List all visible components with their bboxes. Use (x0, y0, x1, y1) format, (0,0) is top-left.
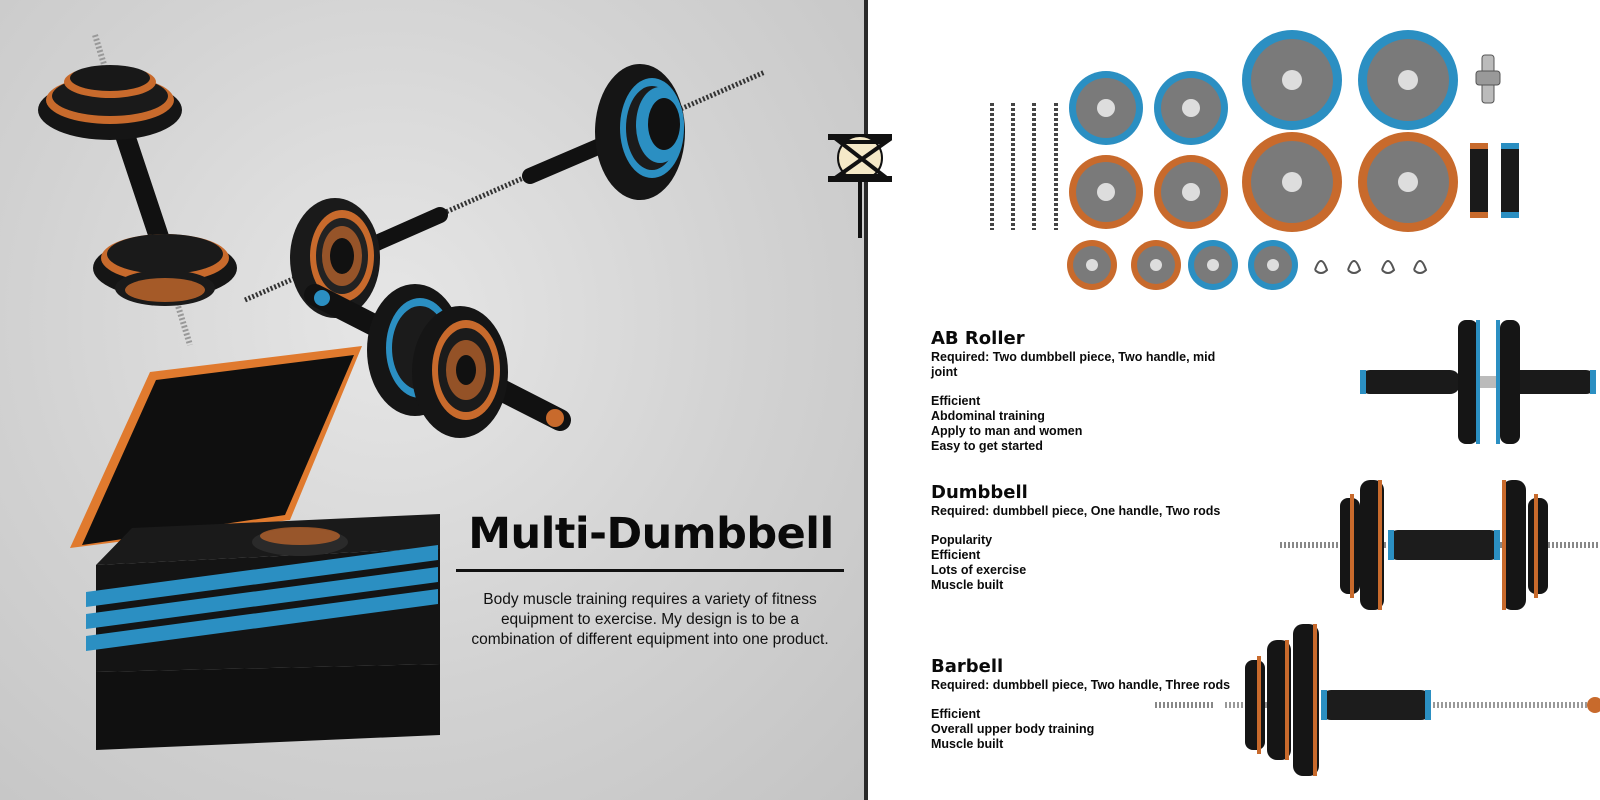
rods-group (992, 103, 1056, 230)
feature-item: Muscle built (931, 737, 1004, 751)
feature-item: Efficient (931, 707, 981, 721)
feature-item: Muscle built (931, 578, 1004, 592)
product-name: Barbell (931, 656, 1004, 677)
barbell-side-render (1155, 620, 1600, 780)
feature-item: Popularity (931, 533, 993, 547)
orange-plates-row (1069, 132, 1458, 232)
title-underline (456, 569, 844, 572)
z-monogram-icon (828, 132, 896, 242)
feature-item: Abdominal training (931, 409, 1045, 423)
barbell-render (245, 64, 765, 318)
dumbbell-render (38, 35, 237, 345)
ab-roller-side-render (1356, 318, 1600, 446)
parts-overview-illustration (980, 25, 1540, 295)
feature-item: Efficient (931, 548, 981, 562)
feature-item: Easy to get started (931, 439, 1043, 453)
clips-group (1315, 261, 1426, 273)
feature-list (931, 394, 1231, 454)
product-dumbbell (931, 482, 1231, 593)
feature-item: Efficient (931, 394, 981, 408)
dumbbell-side-render (1280, 470, 1600, 620)
feature-item: Apply to man and women (931, 424, 1083, 438)
product-requirements: Required: dumbbell piece, Two handle, Three rods (931, 678, 1231, 692)
feature-item: Overall upper body training (931, 722, 1095, 736)
product-requirements: Required: dumbbell piece, One handle, Two rods (931, 504, 1221, 518)
feature-item: Lots of exercise (931, 563, 1027, 577)
joint-and-handles (1470, 55, 1519, 218)
storage-box-render (70, 346, 440, 750)
product-requirements: Required: Two dumbbell piece, Two handle, mid joint (931, 350, 1216, 379)
feature-list (931, 533, 1231, 593)
product-name: Dumbbell (931, 482, 1028, 503)
product-ab-roller (931, 328, 1231, 454)
small-plates-row (1067, 240, 1298, 290)
page-title: Multi-Dumbbell (468, 509, 834, 559)
blue-plates-row (1069, 30, 1458, 145)
product-name: AB Roller (931, 328, 1025, 349)
panel-divider (864, 0, 868, 800)
hero-description: Body muscle training requires a variety of fitness equipment to exercise. My design is to be a combination of different equipment into one product. (471, 591, 829, 648)
